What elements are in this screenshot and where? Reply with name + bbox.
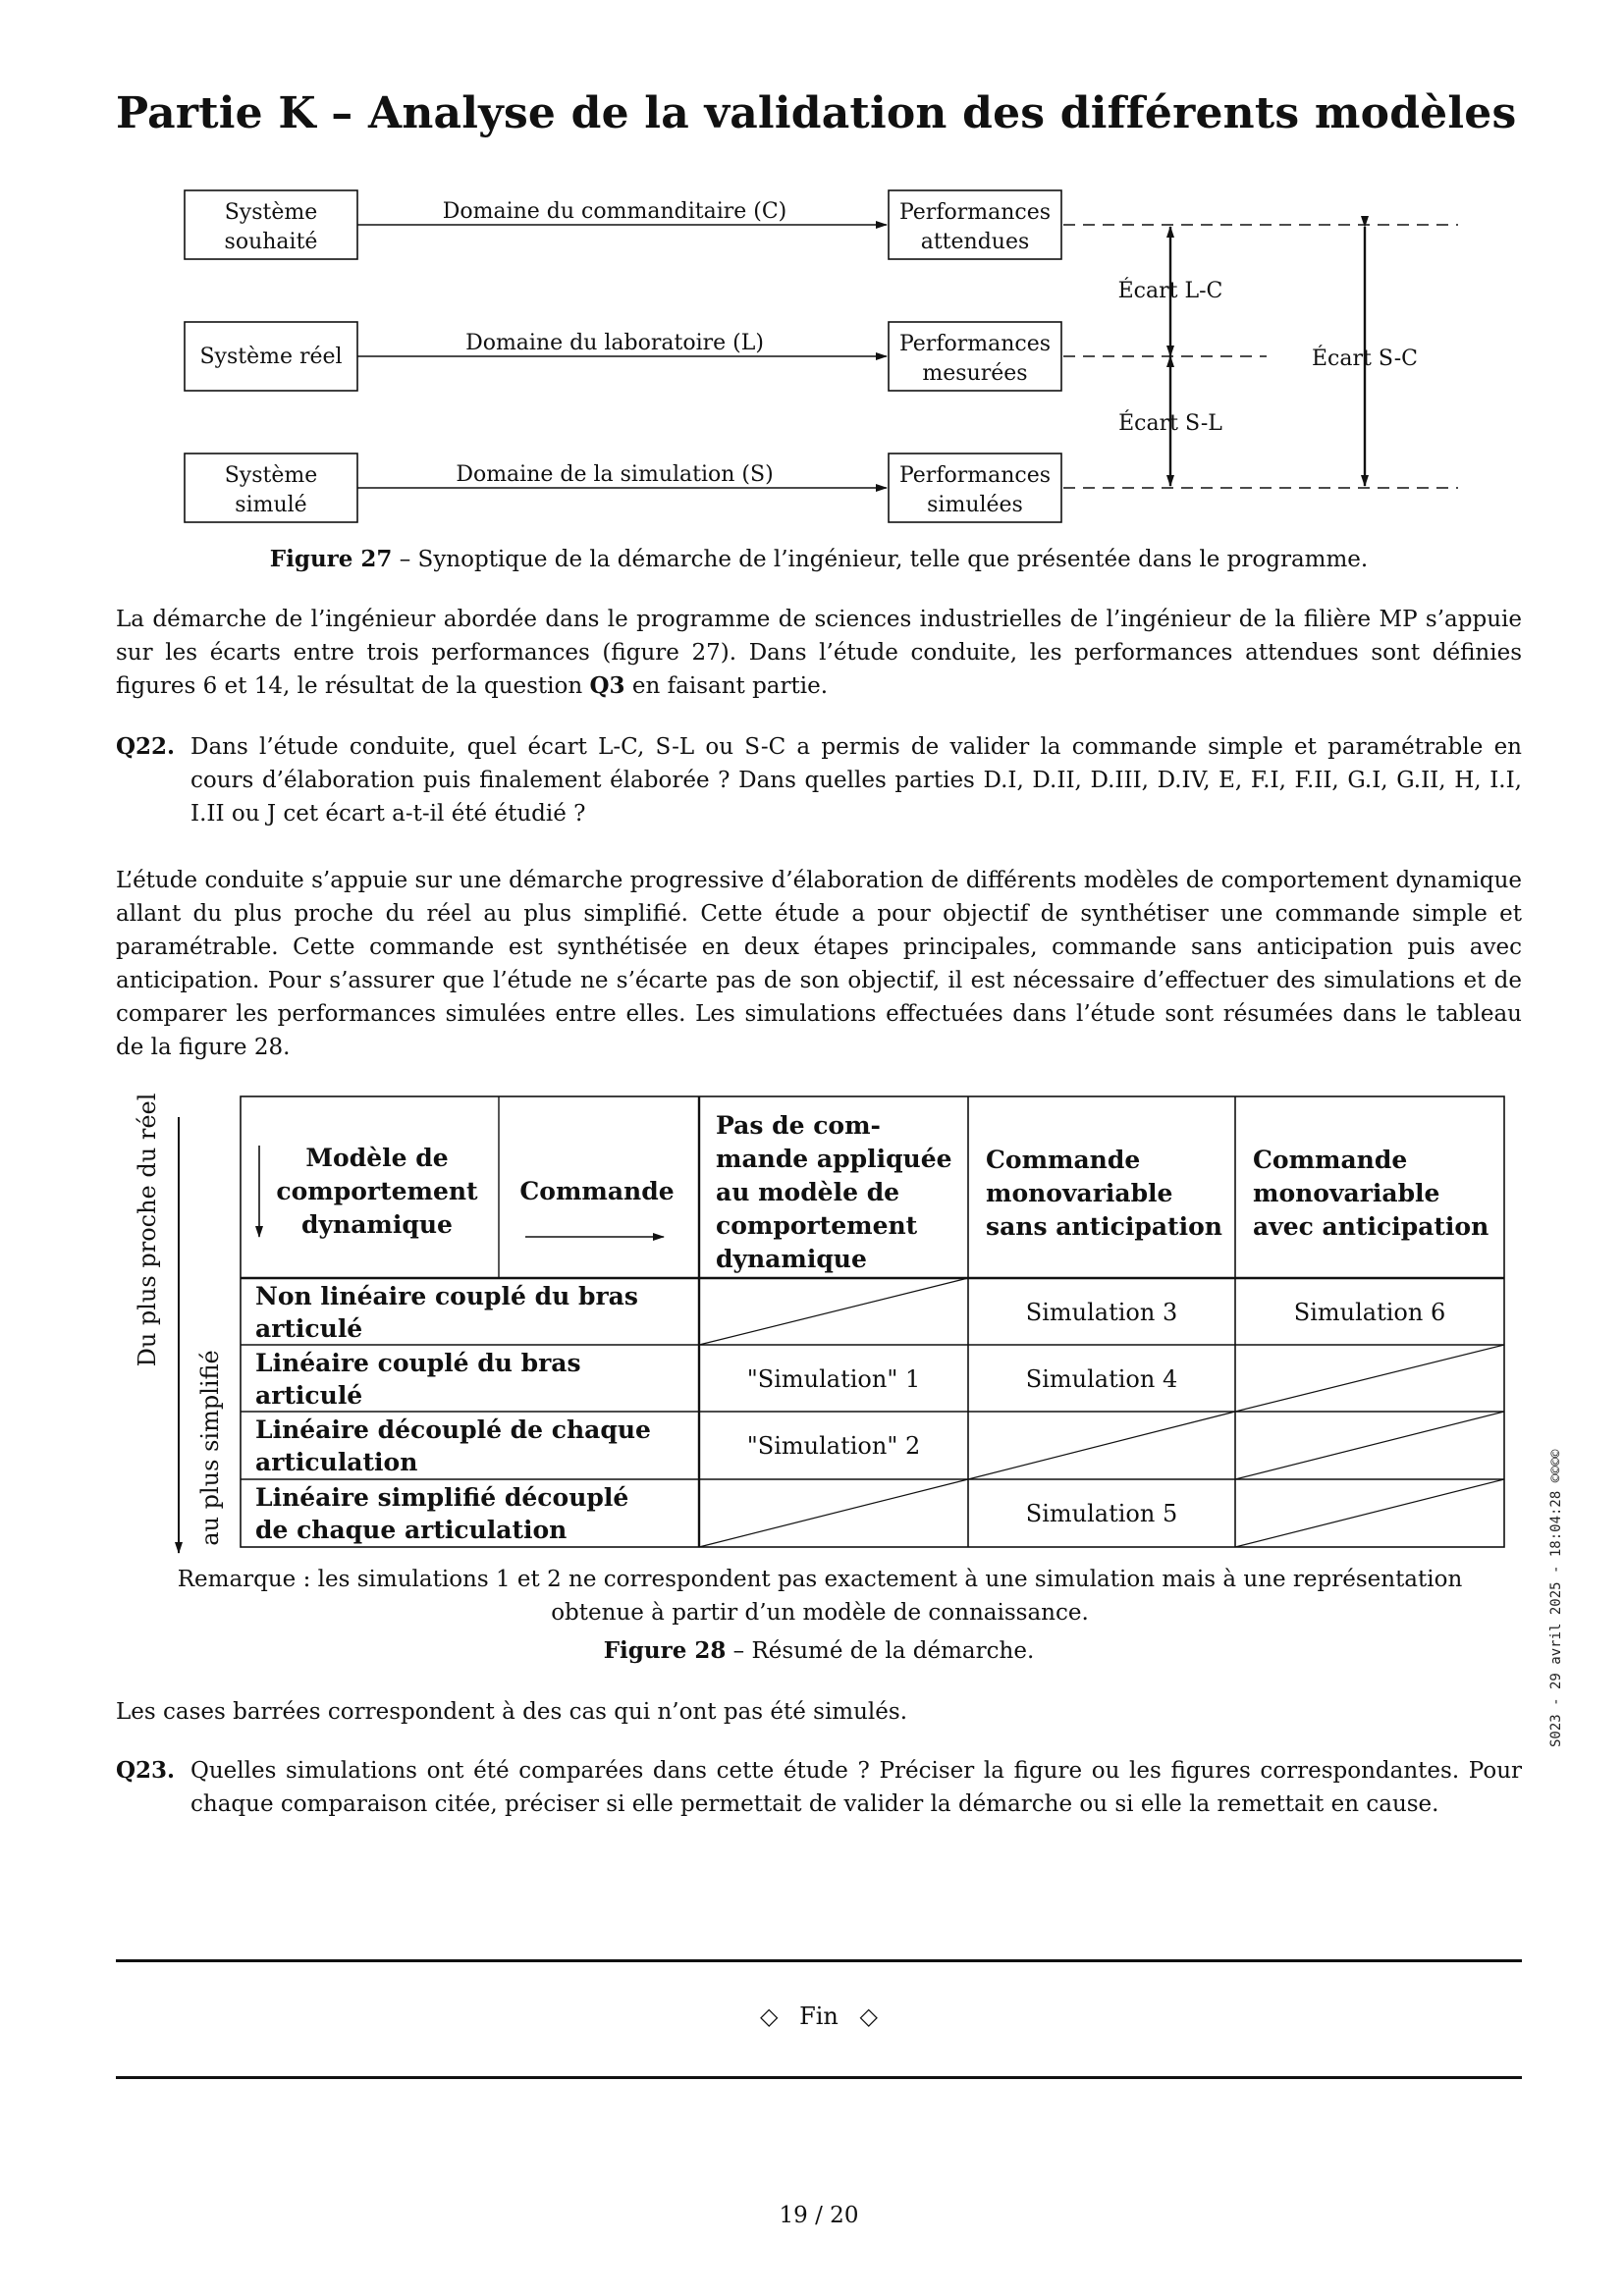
crossed-cell-r3-sans xyxy=(968,1412,1235,1479)
col-header-avec-line2: monovariable xyxy=(1253,1179,1440,1207)
header-model-line1: Modèle de xyxy=(305,1144,449,1172)
system-reel-label: Système réel xyxy=(199,345,343,369)
row-model-3-line2: articulation xyxy=(255,1448,418,1476)
side-label-outer: Du plus proche du réel xyxy=(134,1093,161,1367)
perf-simulees-line1: Performances xyxy=(898,463,1052,488)
page-title: Partie K – Analyse de la validation des différents modèles xyxy=(116,88,1517,138)
domain-commanditaire: Domaine du commanditaire (C) xyxy=(442,199,787,224)
figure-28-caption-label: Figure 28 xyxy=(603,1637,727,1664)
cell-r4-sans: Simulation 5 xyxy=(1025,1500,1178,1527)
col-header-avec-line3: avec anticipation xyxy=(1253,1212,1489,1241)
figure-27-caption-label: Figure 27 xyxy=(269,546,393,572)
figure-28-caption xyxy=(116,1637,1522,1664)
perf-attendues-line2: attendues xyxy=(920,230,1030,254)
domain-simulation: Domaine de la simulation (S) xyxy=(456,462,774,487)
header-commande: Commande xyxy=(519,1177,675,1205)
col-header-none-line5: dynamique xyxy=(716,1245,867,1273)
system-souhaite-line1: Système xyxy=(224,200,318,225)
crossed-cells-note: Les cases barrées correspondent à des cas qui n’ont pas été simulés. xyxy=(116,1699,908,1725)
header-model-line3: dynamique xyxy=(301,1210,453,1239)
footer-rule-bottom xyxy=(116,2076,1522,2079)
row-model-3-line1: Linéaire découplé de chaque xyxy=(255,1415,651,1444)
gap-sc-label: Écart S-C xyxy=(1312,347,1418,371)
row-model-4-line2: de chaque articulation xyxy=(255,1516,568,1544)
crossed-cell-r4-avec xyxy=(1235,1479,1504,1547)
figure-27-caption-text: – Synoptique de la démarche de l’ingénieur, telle que présentée dans le programme. xyxy=(392,547,1369,572)
crossed-cell-r1-none xyxy=(699,1278,968,1345)
intro-q3-reference: Q3 xyxy=(589,672,625,699)
crossed-cell-r3-avec xyxy=(1235,1412,1504,1479)
q22-text: Dans l’étude conduite, quel écart L-C, S-L ou S-C a permis de valider la commande simple et paramétrable en cours d’élaboration puis finalement élaborée ? Dans quelles parties D.I, D.II, D.III, D.IV, E, F.I, F.II, G.I, G.II, H, I.I, I.II ou J cet écart a-t-il été étudié ? xyxy=(190,734,1522,827)
col-header-none-line2: mande appliquée xyxy=(716,1145,952,1173)
row-model-2-line2: articulé xyxy=(255,1381,363,1410)
col-header-sans-line1: Commande xyxy=(986,1146,1141,1174)
perf-mesurees-line1: Performances xyxy=(898,332,1052,356)
perf-attendues-line1: Performances xyxy=(898,200,1052,225)
footer-rule-top xyxy=(116,1959,1522,1962)
page-number: 19 / 20 xyxy=(779,2203,859,2228)
system-simule-line1: Système xyxy=(224,463,318,488)
cell-r1-avec: Simulation 6 xyxy=(1293,1299,1446,1326)
cell-r3-none: "Simulation" 2 xyxy=(746,1432,921,1460)
gap-sl-label: Écart S-L xyxy=(1118,411,1222,436)
side-stamp: S023 - 29 avril 2025 - 18:04:28 ©©©© xyxy=(1548,1449,1564,1747)
perf-simulees-line2: simulées xyxy=(927,493,1023,517)
study-paragraph: L’étude conduite s’appuie sur une démarche progressive d’élaboration de différents modèles de comportement dynamique allant du plus proche du réel au plus simplifié. Cette étude a pour objectif de synthétiser une commande simple et paramétrable. Cette commande est synthétisée en deux étapes principales, commande sans anticipation puis avec anticipation. Pour s’assurer que l’étude ne s’écarte pas de son objectif, il est nécessaire d’effectuer des simulations et de comparer les performances simulées entre elles. Les simulations effectuées dans l’étude sont résumées dans le tableau de la figure 28. xyxy=(116,868,1522,1060)
domain-laboratoire: Domaine du laboratoire (L) xyxy=(465,331,764,355)
intro-text: La démarche de l’ingénieur abordée dans le programme de sciences industrielles de l’ingénieur de la filière MP s’appuie sur les écarts entre trois performances (figure 27). Dans l’étude conduite, les performances attendues sont définies figures 6 et 14, le résultat de la question xyxy=(116,607,1522,699)
question-q23 xyxy=(116,1754,1522,1821)
crossed-cell-r2-avec xyxy=(1235,1345,1504,1412)
col-header-none-line4: comportement xyxy=(716,1211,918,1240)
col-header-sans-line2: monovariable xyxy=(986,1179,1173,1207)
perf-mesurees-line2: mesurées xyxy=(922,361,1028,386)
intro-text-end: en faisant partie. xyxy=(624,673,829,699)
gap-lc-label: Écart L-C xyxy=(1117,279,1223,303)
cell-r2-none: "Simulation" 1 xyxy=(746,1365,921,1393)
row-model-1-line2: articulé xyxy=(255,1314,363,1343)
cell-r1-sans: Simulation 3 xyxy=(1025,1299,1178,1326)
figure-28-caption-text: – Résumé de la démarche. xyxy=(726,1638,1035,1664)
col-header-avec-line1: Commande xyxy=(1253,1146,1408,1174)
fin-marker: ◇ Fin ◇ xyxy=(760,2002,878,2030)
figure-28-remark: Remarque : les simulations 1 et 2 ne correspondent pas exactement à une simulation mais à une représentation obtenue à partir d’un modèle de connaissance. xyxy=(177,1567,1463,1626)
crossed-cell-r4-none xyxy=(699,1479,968,1547)
col-header-sans-line3: sans anticipation xyxy=(986,1212,1222,1241)
cell-r2-sans: Simulation 4 xyxy=(1025,1365,1178,1393)
q23-text: Quelles simulations ont été comparées dans cette étude ? Préciser la figure ou les figures correspondantes. Pour chaque comparaison citée, préciser si elle permettait de valider la démarche ou si elle la remettait en cause. xyxy=(190,1758,1522,1817)
row-model-4-line1: Linéaire simplifié découplé xyxy=(255,1483,629,1512)
system-simule-line2: simulé xyxy=(235,493,307,517)
col-header-none-line1: Pas de com- xyxy=(716,1111,881,1140)
q23-label: Q23. xyxy=(116,1757,176,1784)
row-model-1-line1: Non linéaire couplé du bras xyxy=(255,1282,638,1310)
row-model-2-line1: Linéaire couplé du bras xyxy=(255,1349,581,1377)
system-souhaite-line2: souhaité xyxy=(224,230,318,254)
header-model-line2: comportement xyxy=(276,1177,478,1205)
col-header-none-line3: au modèle de xyxy=(716,1178,900,1206)
q22-label: Q22. xyxy=(116,733,176,760)
side-label-inner: au plus simplifié xyxy=(196,1350,224,1546)
